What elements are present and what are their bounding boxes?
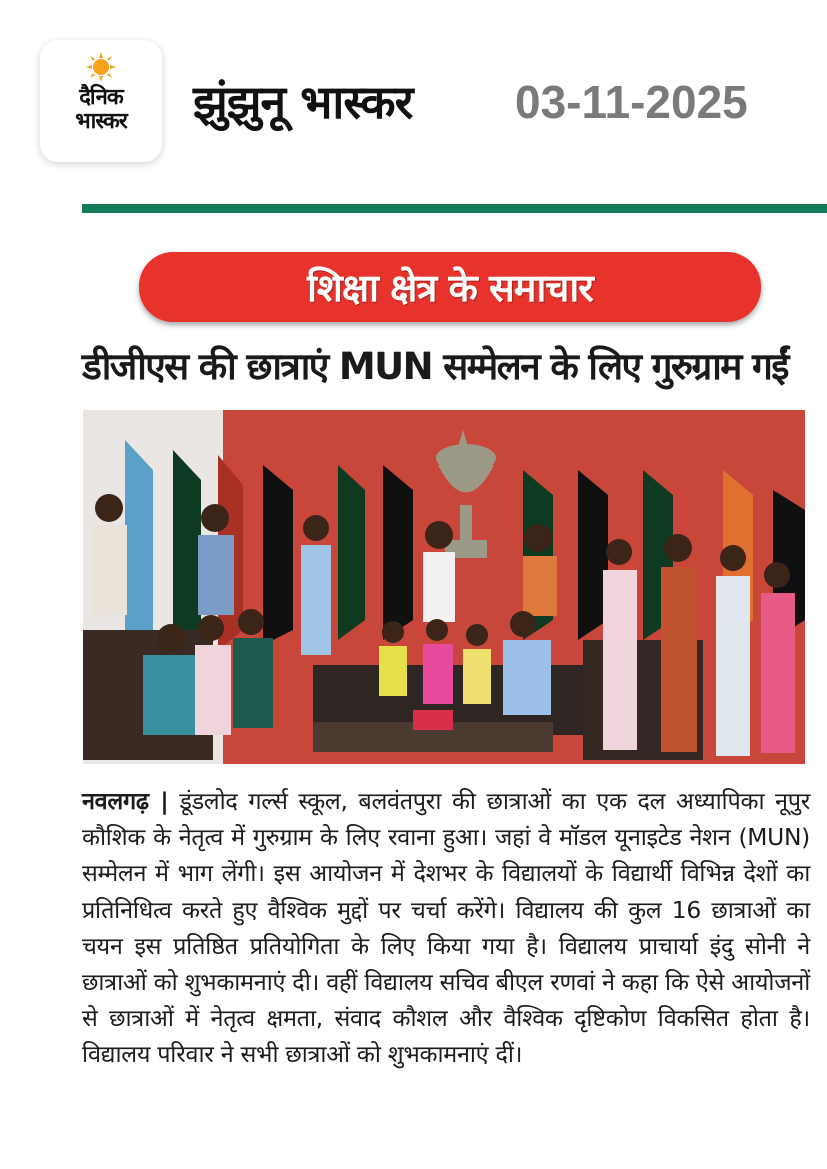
divider-rule bbox=[82, 204, 827, 213]
newspaper-logo bbox=[40, 40, 162, 162]
logo-text-line2: भास्कर bbox=[75, 109, 127, 134]
section-banner-label: शिक्षा क्षेत्र के समाचार bbox=[307, 266, 593, 310]
section-banner bbox=[139, 252, 761, 322]
article-dateline: नवलगढ़ | bbox=[82, 787, 169, 815]
article-body-text: डूंडलोद गर्ल्स स्कूल, बलवंतपुरा की छात्राओं का एक दल अध्यापिका नूपुर कौशिक के नेतृत्व में गुरुग्राम के लिए रवाना हुआ। जहां वे मॉडल यूनाइटेड नेशन (MUN) सम्मेलन में भाग लेंगी। इस आयोजन में देशभर के विद्यालयों के विद्यार्थी विभिन्न देशों का प्रतिनिधित्व करते हुए वैश्विक मुद्दों पर चर्चा करेंगे। विद्यालय की कुल 16 छात्राओं का चयन इस प्रतिष्ठित प्रतियोगिता के लिए किया गया है। विद्यालय प्राचार्या इंदु सोनी ने छात्राओं को शुभकामनाएं दी। वहीं विद्यालय सचिव बीएल रणवां ने कहा कि ऐसे आयोजनों से छात्राओं में नेतृत्व क्षमता, संवाद कौशल और वैश्विक दृष्टिकोण विकसित होता है। विद्यालय परिवार ने सभी छात्राओं को शुभकामनाएं दीं। bbox=[82, 787, 810, 1069]
logo-text-line1: दैनिक bbox=[79, 85, 123, 110]
article-photo bbox=[83, 410, 805, 764]
edition-title: झुंझुनू भास्कर bbox=[193, 75, 413, 129]
article-body bbox=[82, 783, 810, 1073]
article-headline: डीजीएस की छात्राएं MUN सम्मेलन के लिए गुरुग्राम गईं bbox=[82, 345, 788, 388]
edition-date: 03-11-2025 bbox=[515, 76, 748, 128]
sun-icon bbox=[86, 52, 116, 82]
